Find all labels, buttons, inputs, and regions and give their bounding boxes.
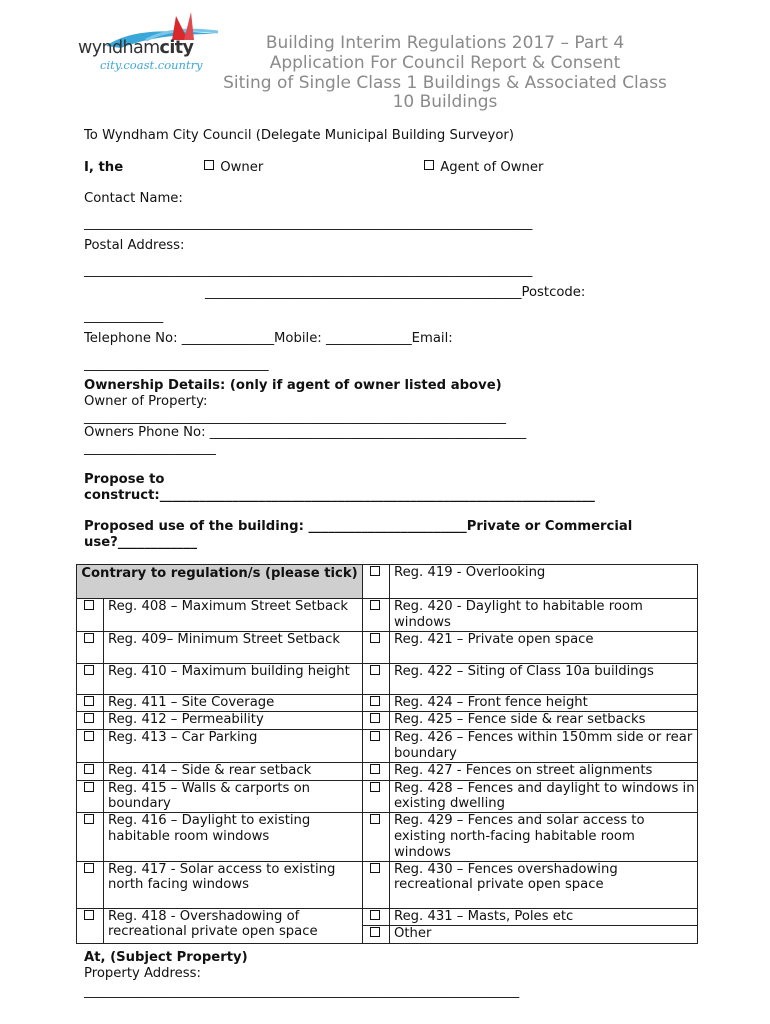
postal-address-label: Postal Address: (84, 238, 185, 253)
reg-422-label: Reg. 422 – Siting of Class 10a buildings (390, 663, 698, 694)
table-row (77, 599, 698, 632)
checkbox-icon[interactable] (370, 665, 380, 675)
table-row (77, 712, 698, 730)
checkbox-icon[interactable] (84, 814, 94, 824)
reg-414-label: Reg. 414 – Side & rear setback (104, 762, 363, 780)
reg-424-label: Reg. 424 – Front fence height (390, 694, 698, 712)
checkbox-icon[interactable] (424, 160, 434, 170)
checkbox-icon[interactable] (370, 566, 380, 576)
checkbox-cell[interactable] (363, 663, 390, 694)
checkbox-cell[interactable] (77, 861, 104, 908)
checkbox-icon[interactable] (84, 782, 94, 792)
email-field[interactable]: ____________________________ (84, 357, 269, 372)
checkbox-cell[interactable] (363, 565, 390, 599)
checkbox-cell[interactable] (363, 762, 390, 780)
reg-429-label: Reg. 429 – Fences and solar access to existing north-facing habitable room windows (390, 813, 698, 861)
checkbox-icon[interactable] (84, 696, 94, 706)
checkbox-cell[interactable] (363, 813, 390, 861)
checkbox-icon[interactable] (84, 910, 94, 920)
table-row (77, 565, 698, 599)
property-address-label: Property Address: (84, 966, 201, 981)
checkbox-cell[interactable] (363, 861, 390, 908)
checkbox-icon[interactable] (370, 782, 380, 792)
owner-checkbox[interactable] (204, 160, 263, 175)
reg-412-label: Reg. 412 – Permeability (104, 712, 363, 730)
owner-property-field[interactable]: ________________________________________________________________ (84, 410, 506, 425)
reg-421-label: Reg. 421 – Private open space (390, 631, 698, 663)
reg-420-label: Reg. 420 - Daylight to habitable room windows (390, 599, 698, 632)
owner-option-label: Owner (220, 160, 264, 175)
addressee-line: To Wyndham City Council (Delegate Municipal Building Surveyor) (84, 128, 514, 143)
checkbox-cell[interactable] (363, 599, 390, 632)
title-line: Building Interim Regulations 2017 – Part 4 (265, 33, 625, 53)
reg-419-label: Reg. 419 - Overlooking (390, 565, 698, 599)
checkbox-icon[interactable] (370, 696, 380, 706)
table-row (77, 631, 698, 663)
reg-416-label: Reg. 416 – Daylight to existing habitable room windows (104, 813, 363, 861)
table-row (77, 908, 698, 926)
regulations-table (76, 564, 698, 944)
title-line: 10 Buildings (392, 92, 498, 113)
checkbox-cell[interactable] (363, 694, 390, 712)
propose-label: Propose to (84, 472, 165, 487)
reg-426-label: Reg. 426 – Fences within 150mm side or rear boundary (390, 730, 698, 763)
checkbox-cell[interactable] (77, 762, 104, 780)
checkbox-icon[interactable] (370, 600, 380, 610)
checkbox-cell[interactable] (77, 663, 104, 694)
postal-address-field[interactable]: ____________________________________________________________________ (84, 263, 533, 278)
table-row (77, 861, 698, 908)
contact-name-label: Contact Name: (84, 191, 183, 206)
ownership-heading: Ownership Details: (only if agent of owner listed above) (84, 378, 502, 393)
proposed-use-line[interactable]: Proposed use of the building: ________________________Private or Commercial (84, 519, 633, 534)
table-row (77, 730, 698, 763)
logo-wordmark: wyndhamcity (78, 38, 194, 58)
checkbox-icon[interactable] (370, 927, 380, 937)
owners-phone-line[interactable]: Owners Phone No: ________________________________________________ (84, 425, 527, 440)
table-row (77, 663, 698, 694)
checkbox-icon[interactable] (84, 731, 94, 741)
reg-428-label: Reg. 428 – Fences and daylight to windows in existing dwelling (390, 780, 698, 813)
checkbox-icon[interactable] (370, 814, 380, 824)
checkbox-icon[interactable] (84, 713, 94, 723)
checkbox-icon[interactable] (370, 863, 380, 873)
checkbox-cell[interactable] (363, 631, 390, 663)
subject-property-heading: At, (Subject Property) (84, 950, 248, 965)
telephone-line[interactable]: Telephone No: ______________Mobile: _____________Email: (84, 331, 453, 346)
logo-tagline: city.coast.country (100, 58, 203, 72)
checkbox-cell[interactable] (77, 631, 104, 663)
checkbox-icon[interactable] (84, 600, 94, 610)
table-row (77, 813, 698, 861)
reg-413-label: Reg. 413 – Car Parking (104, 730, 363, 763)
checkbox-icon[interactable] (84, 764, 94, 774)
checkbox-cell[interactable] (77, 908, 104, 944)
reg-418-label: Reg. 418 - Overshadowing of recreational private open space (104, 908, 363, 944)
checkbox-cell[interactable] (363, 780, 390, 813)
checkbox-icon[interactable] (84, 665, 94, 675)
table-row (77, 762, 698, 780)
checkbox-icon[interactable] (370, 910, 380, 920)
checkbox-icon[interactable] (370, 731, 380, 741)
postcode-field[interactable]: ____________ (84, 309, 164, 324)
checkbox-cell[interactable] (77, 599, 104, 632)
reg-411-label: Reg. 411 – Site Coverage (104, 694, 363, 712)
postcode-line[interactable]: ________________________________________________Postcode: (205, 285, 586, 300)
contact-name-field[interactable]: ____________________________________________________________________ (84, 216, 533, 231)
table-row (77, 780, 698, 813)
checkbox-cell[interactable] (363, 730, 390, 763)
checkbox-icon[interactable] (84, 863, 94, 873)
owner-property-label: Owner of Property: (84, 394, 208, 409)
proposed-use-field[interactable]: use?____________ (84, 535, 197, 550)
reg-427-label: Reg. 427 - Fences on street alignments (390, 762, 698, 780)
construct-field[interactable]: construct:__________________________________________________________________ (84, 488, 595, 503)
title-line: Application For Council Report & Consent (269, 52, 621, 73)
reg-417-label: Reg. 417 - Solar access to existing north facing windows (104, 861, 363, 908)
checkbox-cell[interactable] (363, 926, 390, 944)
checkbox-icon[interactable] (370, 633, 380, 643)
table-row (77, 694, 698, 712)
checkbox-icon[interactable] (370, 764, 380, 774)
checkbox-cell[interactable] (77, 780, 104, 813)
agent-option-label: Agent of Owner (440, 160, 544, 175)
checkbox-icon[interactable] (370, 713, 380, 723)
reg-425-label: Reg. 425 – Fence side & rear setbacks (390, 712, 698, 730)
agent-checkbox[interactable] (424, 160, 543, 175)
owners-phone-field[interactable]: ____________________ (84, 441, 216, 456)
checkbox-cell[interactable] (77, 813, 104, 861)
checkbox-cell[interactable] (77, 694, 104, 712)
i-the-label: I, the (84, 160, 124, 175)
other-label: Other (390, 926, 698, 944)
property-address-field[interactable]: __________________________________________________________________ (84, 984, 520, 999)
checkbox-cell[interactable] (77, 730, 104, 763)
reg-430-label: Reg. 430 – Fences overshadowing recreational private open space (390, 861, 698, 908)
reg-410-label: Reg. 410 – Maximum building height (104, 663, 363, 694)
title-line: Siting of Single Class 1 Buildings & Associated Class (223, 72, 667, 93)
reg-408-label: Reg. 408 – Maximum Street Setback (104, 599, 363, 632)
regulations-header: Contrary to regulation/s (please tick) (77, 565, 363, 599)
reg-415-label: Reg. 415 – Walls & carports on boundary (104, 780, 363, 813)
page-title (200, 34, 690, 113)
reg-409-label: Reg. 409– Minimum Street Setback (104, 631, 363, 663)
checkbox-cell[interactable] (77, 712, 104, 730)
checkbox-icon[interactable] (84, 633, 94, 643)
checkbox-icon[interactable] (204, 160, 214, 170)
reg-431-label: Reg. 431 – Masts, Poles etc (390, 908, 698, 926)
checkbox-cell[interactable] (363, 908, 390, 926)
checkbox-cell[interactable] (363, 712, 390, 730)
